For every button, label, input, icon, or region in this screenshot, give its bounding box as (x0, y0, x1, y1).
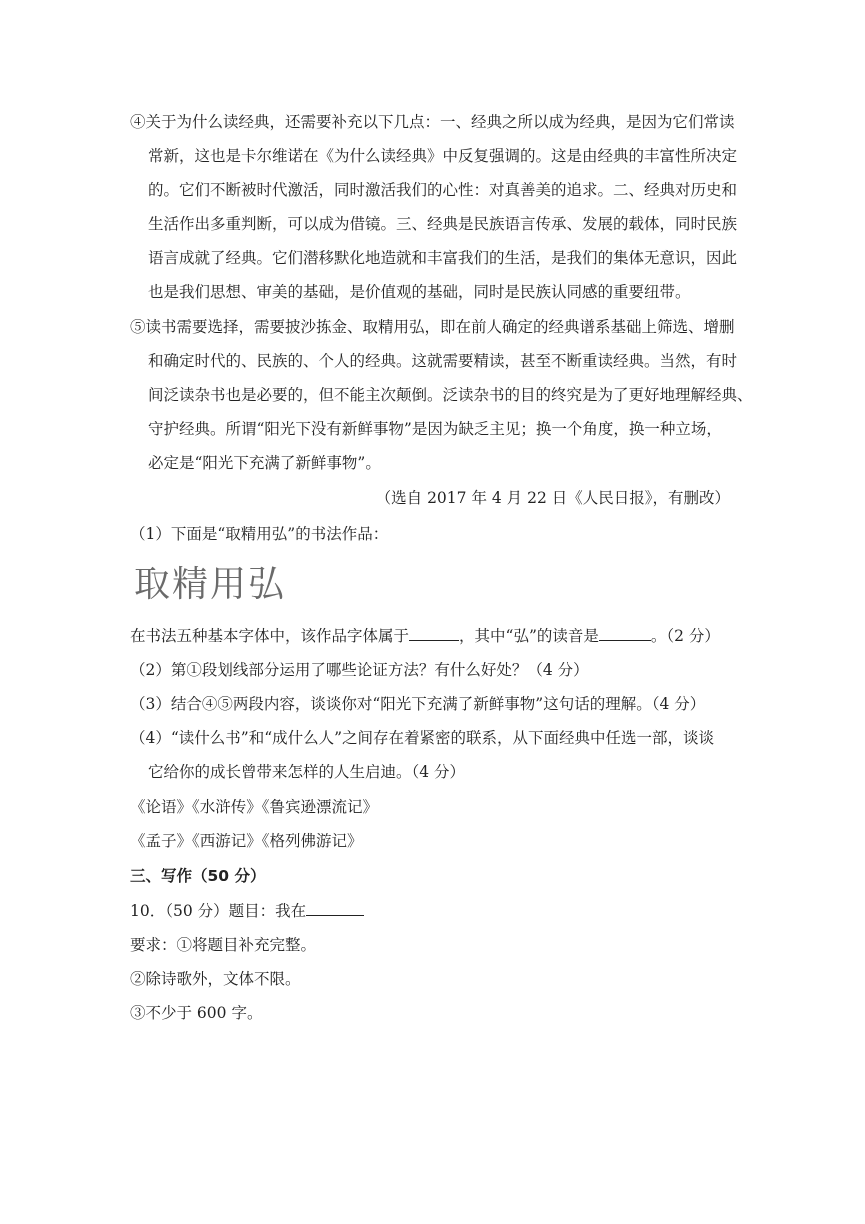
p5-line-4: 守护经典。所谓“阳光下没有新鲜事物”是因为缺乏主见；换一个角度，换一种立场， (148, 420, 722, 438)
p5-line-3: 间泛读杂书也是必要的，但不能主次颠倒。泛读杂书的目的终究是为了更好地理解经典、 (148, 386, 753, 404)
p4-line-1: ④关于为什么读经典，还需要补充以下几点：一、经典之所以成为经典，是因为它们常读 (130, 113, 735, 131)
p4-line-2: 常新，这也是卡尔维诺在《为什么读经典》中反复强调的。这是由经典的丰富性所决定 (148, 147, 738, 165)
p4-line-6: 也是我们思想、审美的基础，是价值观的基础，同时是民族认同感的重要纽带。 (148, 283, 691, 301)
calligraphy-text: 取精用弘 (134, 564, 287, 605)
p4-line-4: 生活作出多重判断，可以成为借镜。三、经典是民族语言传承、发展的载体，同时民族 (148, 215, 738, 233)
question-2: （2）第①段划线部分运用了哪些论证方法？有什么好处？（4 分） (130, 661, 589, 679)
question-4-line-2: 它给你的成长曾带来怎样的人生启迪。（4 分） (148, 763, 466, 781)
question-3: （3）结合④⑤两段内容，谈谈你对“阳光下充满了新鲜事物”这句话的理解。（4 分） (130, 695, 706, 713)
p5-line-5: 必定是“阳光下充满了新鲜事物”。 (148, 454, 381, 472)
book-list-2: 《孟子》《西游记》《格列佛游记》 (130, 832, 363, 850)
book-list-1: 《论语》《水浒传》《鲁宾逊漂流记》 (130, 798, 379, 816)
section-heading-writing: 三、写作（50 分） (130, 867, 266, 885)
question-1-text-a: 在书法五种基本字体中，该作品字体属于 (130, 627, 410, 645)
p5-line-1: ⑤读书需要选择，需要披沙拣金、取精用弘，即在前人确定的经典谱系基础上筛选、增删 (130, 318, 735, 336)
question-1-text (130, 624, 720, 646)
p5-line-2: 和确定时代的、民族的、个人的经典。这就需要精读，甚至不断重读经典。当然，有时 (148, 352, 738, 370)
answer-blank-font[interactable] (409, 626, 459, 641)
question-1-text-b: ，其中“弘”的读音是 (459, 627, 599, 645)
question-10 (130, 899, 364, 921)
requirement-2: ②除诗歌外，文体不限。 (130, 970, 301, 988)
question-10-text: 10．（50 分）题目：我在 (130, 902, 307, 920)
answer-blank-pronunciation[interactable] (599, 626, 651, 641)
question-1-intro: （1）下面是“取精用弘”的书法作品： (130, 525, 389, 543)
requirement-3: ③不少于 600 字。 (130, 1004, 263, 1022)
source-citation: （选自 2017 年 4 月 22 日《人民日报》，有删改） (375, 489, 730, 507)
calligraphy-image (132, 560, 307, 606)
p4-line-3: 的。它们不断被时代激活，同时激活我们的心性：对真善美的追求。二、经典对历史和 (148, 181, 738, 199)
requirement-1: 要求：①将题目补充完整。 (130, 936, 317, 954)
answer-blank-title[interactable] (306, 901, 364, 916)
question-1-text-c: 。（2 分） (650, 627, 720, 645)
p4-line-5: 语言成就了经典。它们潜移默化地造就和丰富我们的生活，是我们的集体无意识，因此 (148, 249, 738, 267)
question-4-line-1: （4）“读什么书”和“成什么人”之间存在着紧密的联系，从下面经典中任选一部，谈谈 (130, 729, 715, 747)
